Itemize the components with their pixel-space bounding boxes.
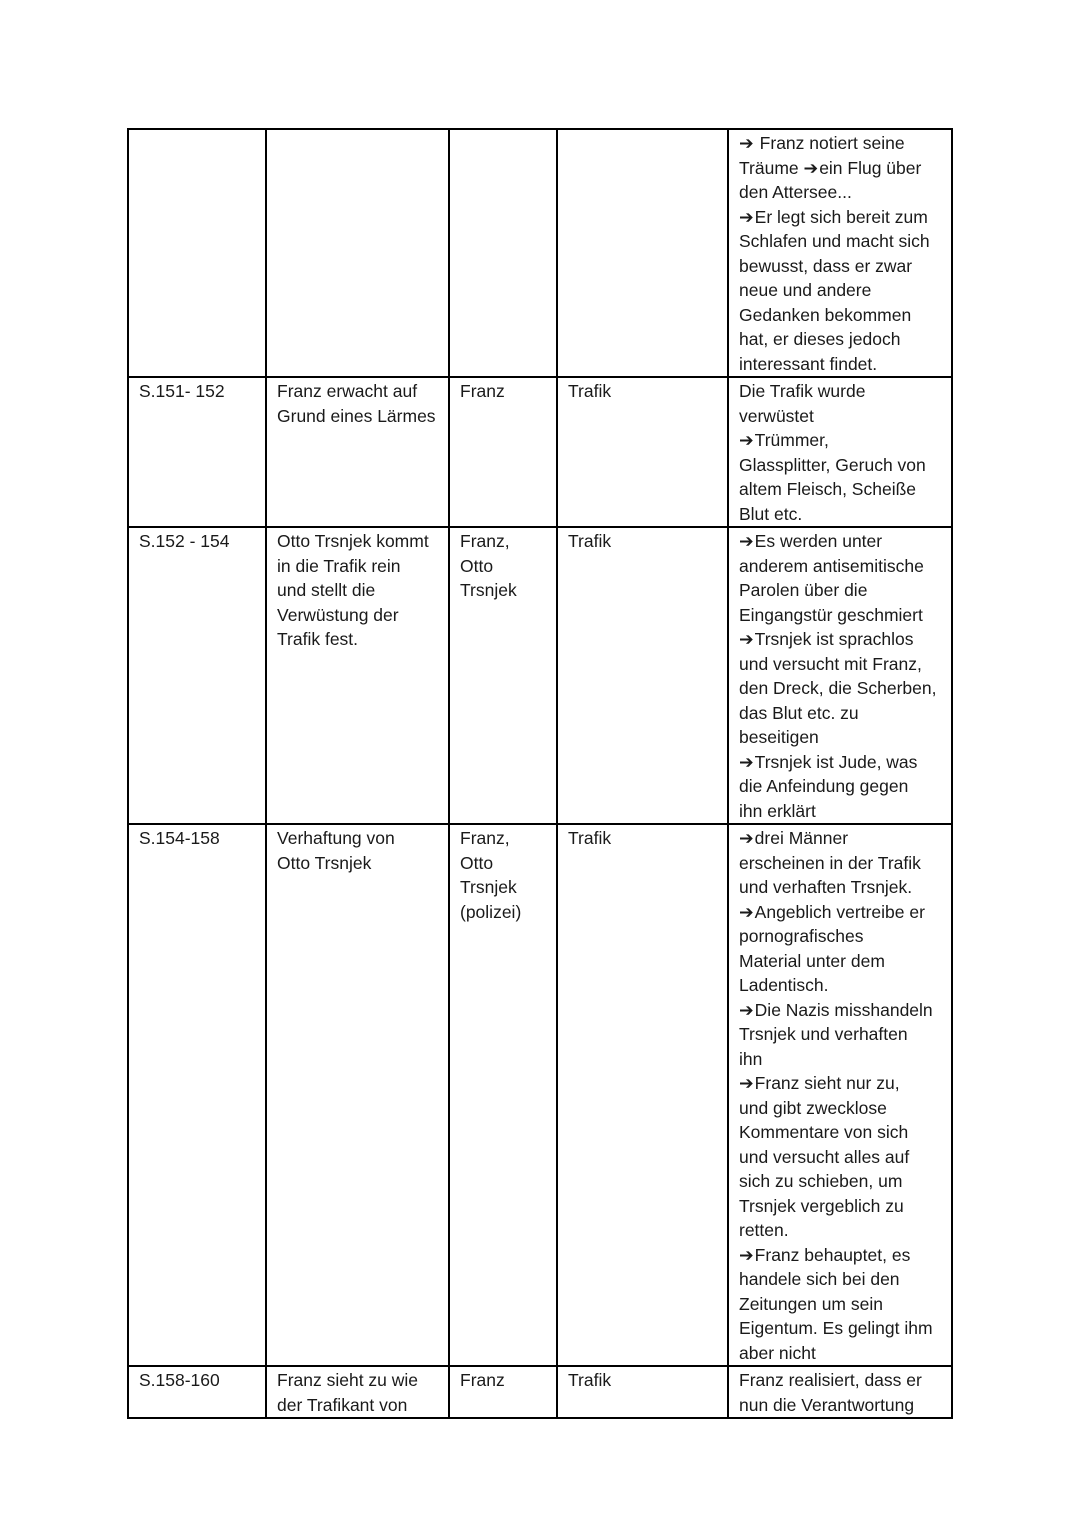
note-line: nun die Verantwortung (739, 1394, 915, 1415)
place-cell (557, 527, 728, 824)
note-line: retten. (739, 1220, 789, 1240)
event-line: Verwüstung der (277, 604, 399, 625)
note-line: den Dreck, die Scherben, (739, 678, 937, 698)
arrow-right-icon: ➔ (739, 430, 754, 450)
event-line: Otto Trsnjek kommt (277, 531, 429, 551)
note-line: verwüstet (739, 405, 814, 426)
person-line: Otto (460, 555, 494, 576)
arrow-right-icon: ➔ (739, 751, 754, 772)
table-row (128, 527, 952, 824)
arrow-right-icon: ➔ (739, 1244, 754, 1265)
note-line: ➔Es werden unter (739, 531, 883, 551)
event-cell (266, 1366, 449, 1418)
note-line: ➔drei Männer (739, 828, 849, 848)
place-text: Trafik (568, 1370, 612, 1390)
persons-cell (449, 1366, 557, 1418)
note-line: Ladentisch. (739, 975, 829, 995)
arrow-right-icon: ➔ (739, 828, 754, 848)
event-cell (266, 129, 449, 377)
note-line: ➔ Franz notiert seine (739, 133, 905, 153)
arrow-right-icon: ➔ (739, 133, 754, 153)
notes-cell (728, 129, 952, 377)
table-row (128, 129, 952, 377)
persons-cell (449, 377, 557, 527)
note-line: altem Fleisch, Scheiße (739, 479, 917, 499)
place-text: Trafik (568, 531, 612, 551)
note-line: ➔Trsnjek ist Jude, was (739, 751, 918, 772)
person-line: Franz, (460, 531, 510, 551)
pages-cell (128, 1366, 266, 1418)
note-line: pornografisches (739, 926, 864, 946)
note-line: ➔Trsnjek ist sprachlos (739, 629, 914, 649)
note-line: und versucht mit Franz, (739, 653, 922, 674)
notes-cell (728, 824, 952, 1366)
event-line: der Trafikant von (277, 1394, 408, 1415)
arrow-right-icon: ➔ (739, 901, 754, 922)
note-line: Kommentare von sich (739, 1122, 909, 1142)
place-cell (557, 1366, 728, 1418)
note-line: erscheinen in der Trafik (739, 852, 921, 873)
note-line: Eigentum. Es gelingt ihm (739, 1318, 933, 1338)
note-line: und versucht alles auf (739, 1146, 910, 1167)
note-line: und verhaften Trsnjek. (739, 877, 913, 897)
event-line: Verhaftung von (277, 828, 395, 848)
event-cell (266, 527, 449, 824)
table-row (128, 824, 952, 1366)
note-line: ihn erklärt (739, 800, 816, 821)
note-line: ➔Franz sieht nur zu, (739, 1073, 900, 1093)
table-row (128, 1366, 952, 1418)
arrow-right-icon: ➔ (739, 206, 754, 227)
place-text: Trafik (568, 381, 612, 401)
note-line: anderem antisemitische (739, 555, 924, 576)
note-line: hat, er dieses jedoch (739, 329, 901, 349)
note-line: Eingangstür geschmiert (739, 604, 923, 625)
note-line: ➔Er legt sich bereit zum (739, 206, 928, 227)
event-line: Franz sieht zu wie (277, 1370, 419, 1390)
note-line: beseitigen (739, 727, 819, 747)
persons-cell (449, 527, 557, 824)
place-text: Trafik (568, 828, 612, 848)
person-line: Trsnjek (460, 877, 517, 897)
person-line: (polizei) (460, 901, 522, 922)
arrow-right-icon: ➔ (739, 629, 754, 649)
pages-cell (128, 129, 266, 377)
event-line: in die Trafik rein (277, 555, 401, 576)
person-line: Franz (460, 381, 505, 401)
event-line: Grund eines Lärmes (277, 405, 436, 426)
arrow-right-icon: ➔ (739, 999, 754, 1020)
place-cell (557, 377, 728, 527)
note-line: Schlafen und macht sich (739, 231, 930, 251)
note-line: Blut etc. (739, 503, 803, 524)
note-line: den Attersee... (739, 182, 852, 202)
event-cell (266, 824, 449, 1366)
note-line: ➔Angeblich vertreibe er (739, 901, 925, 922)
person-line: Franz, (460, 828, 510, 848)
person-line: Otto (460, 852, 494, 873)
note-line: Franz realisiert, dass er (739, 1370, 922, 1390)
note-line: ihn (739, 1048, 763, 1069)
pages-text: S.154-158 (139, 828, 220, 848)
pages-cell (128, 527, 266, 824)
note-line: Träume ➔ein Flug über (739, 157, 922, 178)
pages-text: S.151- 152 (139, 381, 225, 401)
event-line: Franz erwacht auf (277, 381, 418, 401)
note-line: neue und andere (739, 280, 872, 300)
note-line: ➔Trümmer, (739, 430, 829, 450)
note-line: Die Trafik wurde (739, 381, 866, 401)
note-line: Trsnjek vergeblich zu (739, 1195, 904, 1216)
note-line: interessant findet. (739, 353, 878, 374)
note-line: Parolen über die (739, 580, 868, 600)
event-line: Otto Trsnjek (277, 852, 372, 873)
person-line: Trsnjek (460, 580, 517, 600)
arrow-right-icon: ➔ (739, 1073, 754, 1093)
chapter-summary-table (127, 128, 953, 1419)
event-cell (266, 377, 449, 527)
person-line: Franz (460, 1370, 505, 1390)
event-line: Trafik fest. (277, 629, 359, 649)
note-line: handele sich bei den (739, 1269, 900, 1289)
pages-text: S.158-160 (139, 1370, 220, 1390)
note-line: sich zu schieben, um (739, 1171, 903, 1191)
note-line: ➔Franz behauptet, es (739, 1244, 911, 1265)
event-line: und stellt die (277, 580, 376, 600)
persons-cell (449, 824, 557, 1366)
notes-cell (728, 377, 952, 527)
notes-cell (728, 527, 952, 824)
notes-cell (728, 1366, 952, 1418)
table-row (128, 377, 952, 527)
note-line: Gedanken bekommen (739, 304, 912, 325)
arrow-right-icon: ➔ (803, 157, 819, 178)
persons-cell (449, 129, 557, 377)
note-line: Trsnjek und verhaften (739, 1024, 908, 1044)
pages-text: S.152 - 154 (139, 531, 230, 551)
pages-cell (128, 824, 266, 1366)
note-line: bewusst, dass er zwar (739, 255, 913, 276)
place-cell (557, 129, 728, 377)
note-line: Zeitungen um sein (739, 1293, 883, 1314)
place-cell (557, 824, 728, 1366)
pages-cell (128, 377, 266, 527)
note-line: das Blut etc. zu (739, 702, 859, 723)
note-line: die Anfeindung gegen (739, 776, 909, 796)
note-line: aber nicht (739, 1342, 816, 1363)
note-line: Glassplitter, Geruch von (739, 454, 926, 475)
note-line: Material unter dem (739, 950, 885, 971)
arrow-right-icon: ➔ (739, 531, 754, 551)
note-line: ➔Die Nazis misshandeln (739, 999, 933, 1020)
note-line: und gibt zwecklose (739, 1097, 887, 1118)
